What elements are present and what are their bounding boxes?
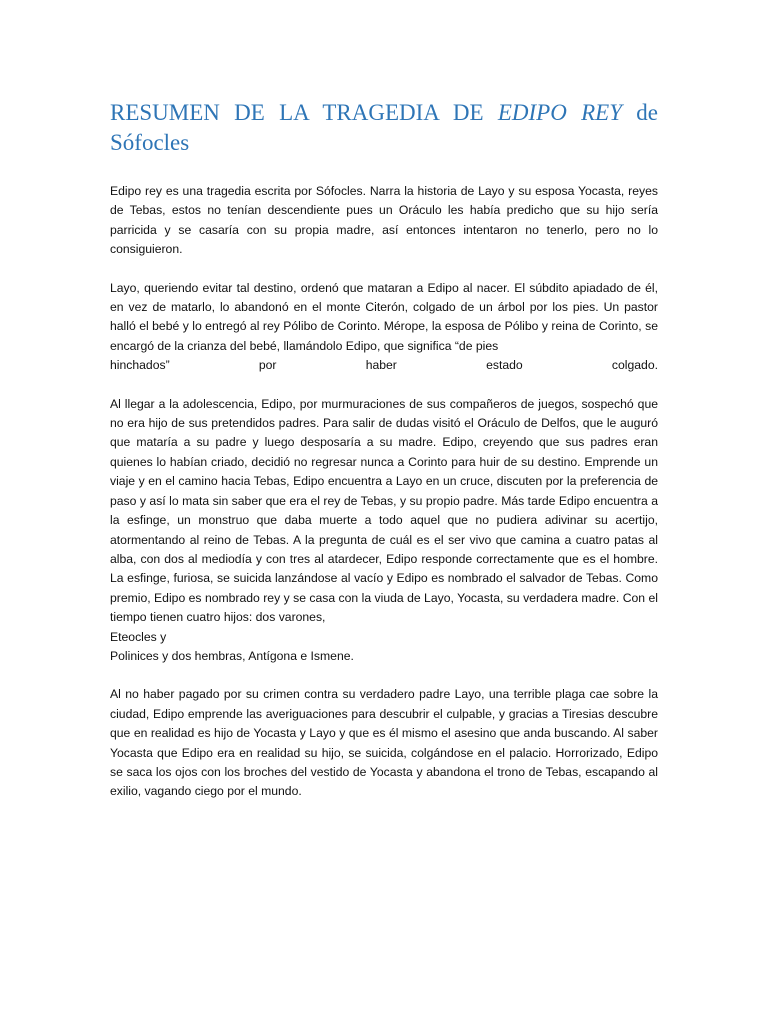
paragraph-2 [110, 279, 658, 376]
paragraph-1-text: Edipo rey es una tragedia escrita por Sófocles. Narra la historia de Layo y su esposa Yocasta, reyes de Tebas, estos no tenían descendiente pues un Oráculo les había predicho que su hijo sería parricida y se casaría con su propia madre, así entonces intentaron no tenerlo, pero no lo consiguieron. [110, 184, 658, 257]
paragraph-2-last-line: hinchados” por haber estado colgado. [110, 358, 658, 373]
paragraph-3-line-a: Eteocles y [110, 629, 167, 644]
document-page [110, 98, 658, 821]
paragraph-3 [110, 395, 658, 667]
paragraph-2-text: Layo, queriendo evitar tal destino, ordenó que mataran a Edipo al nacer. El súbdito apiadado de él, en vez de matarlo, lo abandonó en el monte Citerón, colgado de un árbol por los pies. Un pastor halló el bebé y lo entregó al rey Pólibo de Corinto. Mérope, la esposa de Pólibo y reina de Corinto, se encargó de la crianza del bebé, llamándolo Edipo, que significa “de pies [110, 280, 658, 353]
paragraph-3-text: Al llegar a la adolescencia, Edipo, por murmuraciones de sus compañeros de juegos, sospechó que no era hijo de sus pretendidos padres. Para salir de dudas visitó el Oráculo de Delfos, que le auguró que mataría a su padre y luego desposaría a su madre. Edipo, creyendo que sus padres eran quienes lo habían criado, decidió no regresar nunca a Corinto para huir de su destino. Emprende un viaje y en el camino hacia Tebas, Edipo encuentra a Layo en un cruce, discuten por la preferencia de paso y así lo mata sin saber que era el rey de Tebas, y su propio padre. Más tarde Edipo encuentra a la esfinge, un monstruo que daba muerte a todo aquel que no pudiera adivinar su acertijo, atormentando al reino de Tebas. A la pregunta de cuál es el ser vivo que camina a cuatro patas al alba, con dos al mediodía y con tres al atardecer, Edipo responde correctamente que es el hombre. La esfinge, furiosa, se suicida lanzándose al vacío y Edipo es nombrado el salvador de Tebas. Como premio, Edipo es nombrado rey y se casa con la viuda de Layo, Yocasta, su verdadera madre. Con el tiempo tienen cuatro hijos: dos varones, [110, 396, 658, 625]
paragraph-1 [110, 182, 658, 260]
paragraph-4-text: Al no haber pagado por su crimen contra su verdadero padre Layo, una terrible plaga cae sobre la ciudad, Edipo emprende las averiguaciones para descubrir el culpable, y gracias a Tiresias descubre que en realidad es hijo de Yocasta y Layo y que es él mismo el asesino que anda buscando. Al saber Yocasta que Edipo era en realidad su hijo, se suicida, colgándose en el palacio. Horrorizado, Edipo se saca los ojos con los broches del vestido de Yocasta y abandona el trono de Tebas, escapando al exilio, vagando ciego por el mundo. [110, 687, 658, 799]
title-text-start: RESUMEN DE LA TRAGEDIA DE [110, 100, 498, 125]
paragraph-3-line-b: Polinices y dos hembras, Antígona e Ismene. [110, 648, 354, 663]
title-work-name: EDIPO REY [497, 100, 623, 125]
title-text-end: de Sófocles [110, 100, 659, 155]
paragraph-4 [110, 685, 658, 801]
document-title [110, 98, 658, 158]
